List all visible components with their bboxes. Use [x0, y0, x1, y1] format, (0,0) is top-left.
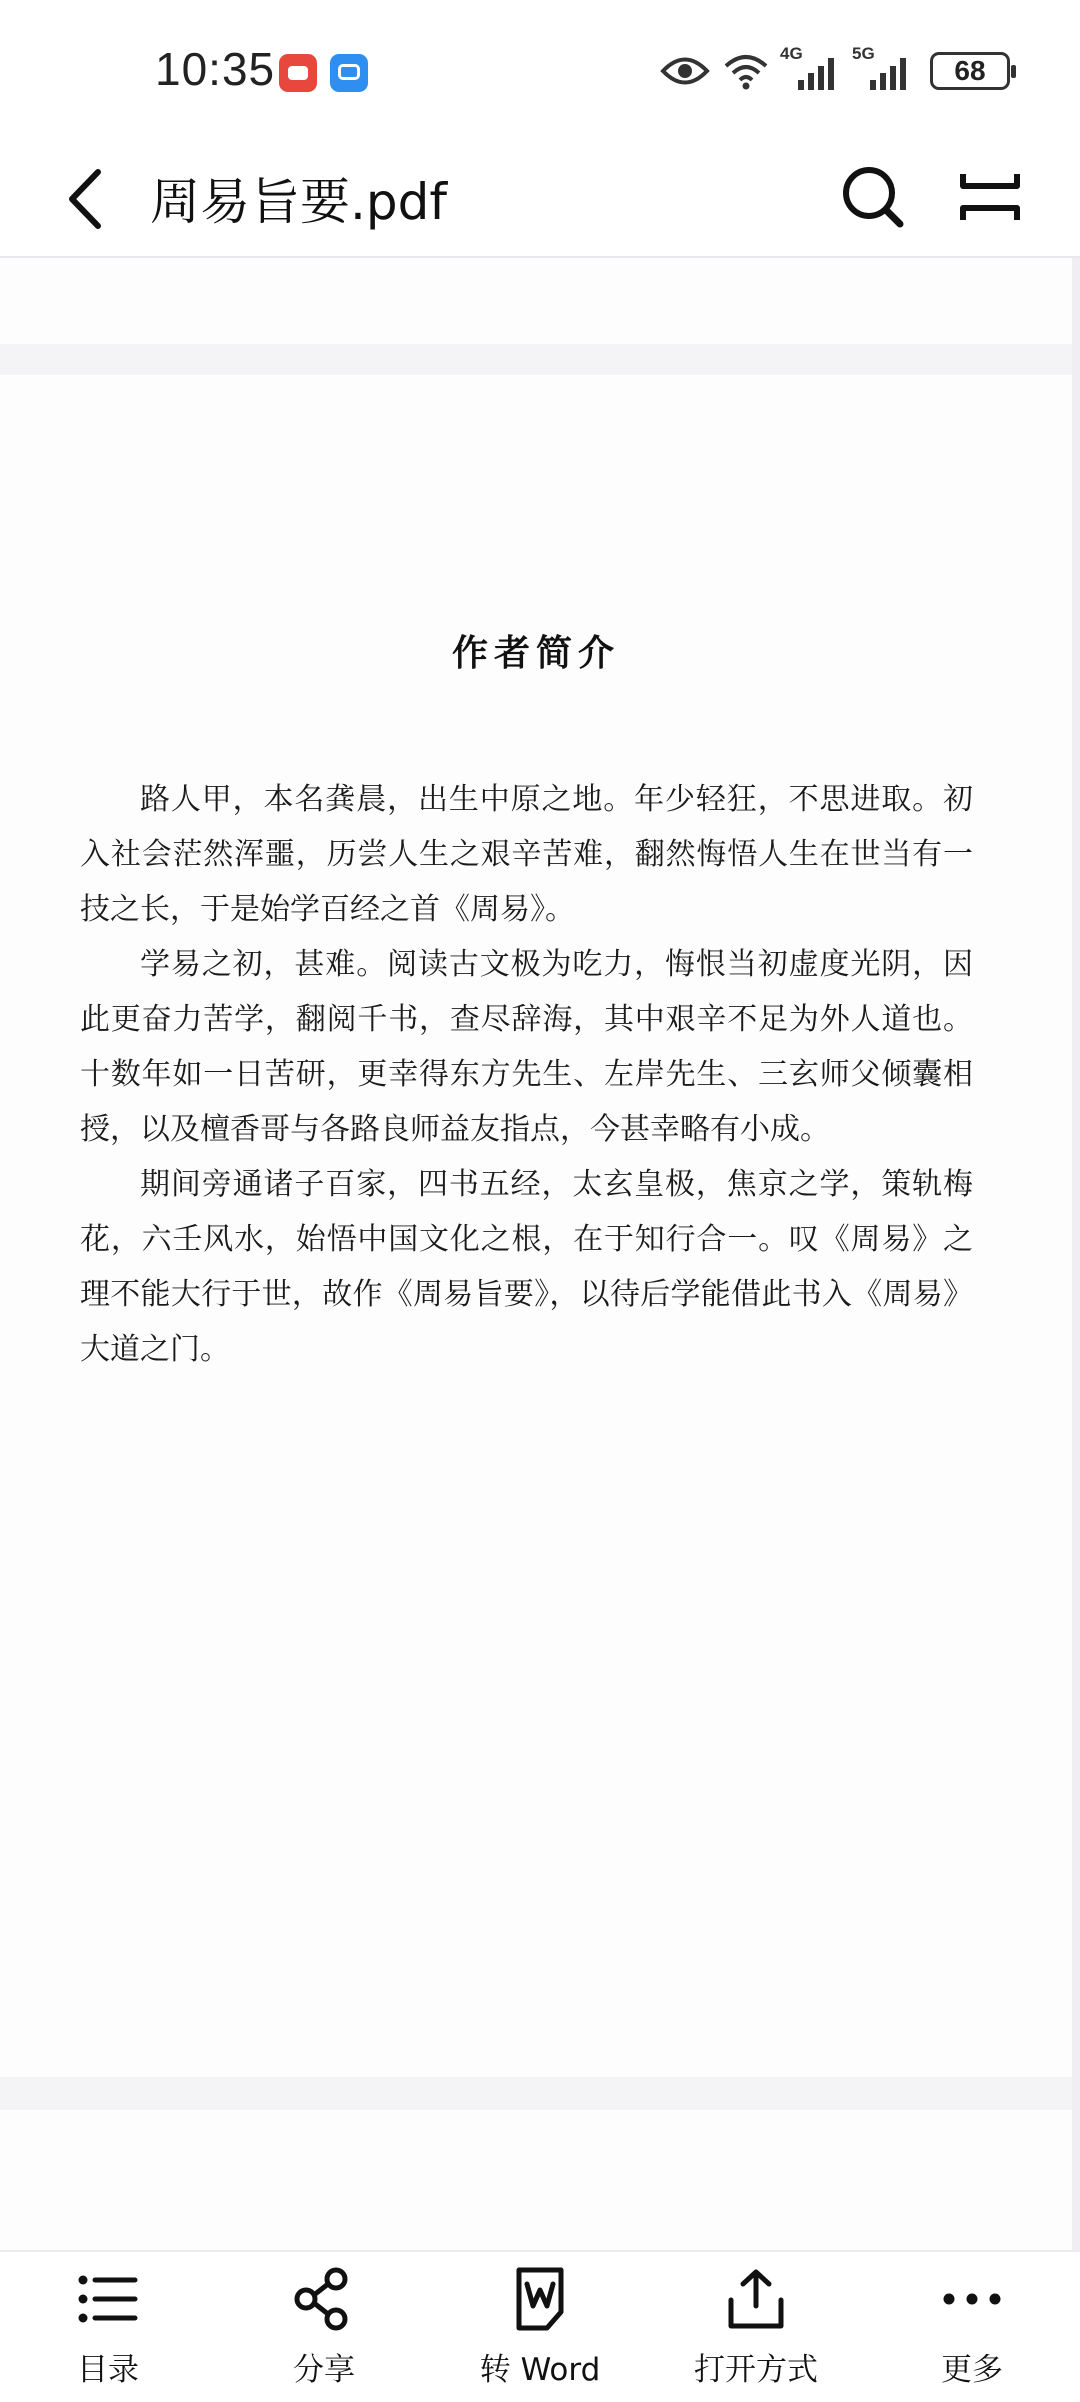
network-4g-label: 4G [780, 44, 803, 63]
share-icon [291, 2266, 357, 2332]
bottom-toolbar [0, 2250, 1080, 2402]
status-bar [0, 0, 1080, 140]
toolbar-contents-label: 目录 [77, 2352, 139, 2388]
toolbar-share-label: 分享 [293, 2352, 355, 2388]
paragraph-1: 路人甲，本名龚晨，出生中原之地。年少轻狂，不思进取。初入社会茫然浑噩，历尝人生之艰辛苦难，翻然悔悟人生在世当有一技之长，于是始学百经之首《周易》。 [80, 782, 973, 927]
previous-page[interactable] [0, 258, 1072, 344]
app-icon-red [279, 54, 317, 92]
toolbar-more-label: 更多 [941, 2352, 1003, 2388]
toolbar-contents-button[interactable] [0, 2252, 216, 2402]
page-body [80, 772, 973, 1377]
more-icon [939, 2266, 1005, 2332]
toolbar-share-button[interactable] [216, 2252, 432, 2402]
reading-mode-icon[interactable] [955, 162, 1025, 232]
scrollbar-track[interactable] [1072, 258, 1080, 2250]
eye-icon [660, 54, 710, 88]
next-page[interactable] [0, 2110, 1072, 2250]
toolbar-open-with-label: 打开方式 [694, 2352, 818, 2388]
page-heading: 作者简介 [451, 632, 620, 674]
toolbar-convert-word-button[interactable] [432, 2252, 648, 2402]
battery-icon: 68 [930, 52, 1010, 90]
wifi-icon [723, 52, 769, 90]
toolbar-more-button[interactable] [864, 2252, 1080, 2402]
toolbar-convert-word-label: 转 Word [479, 2352, 601, 2388]
paragraph-3: 期间旁通诸子百家，四书五经，太玄皇极，焦京之学，策轨梅花，六壬风水，始悟中国文化之根，在于知行合一。叹《周易》之理不能大行于世，故作《周易旨要》，以待后学能借此书入《周易》大道之门。 [80, 1167, 973, 1367]
search-icon[interactable] [838, 162, 908, 232]
toolbar-open-with-button[interactable] [648, 2252, 864, 2402]
status-time: 10:35 [155, 43, 276, 95]
signal-5g-icon [852, 44, 912, 92]
paragraph-2: 学易之初，甚难。阅读古文极为吃力，悔恨当初虚度光阴，因此更奋力苦学，翻阅千书，查尽辞海，其中艰辛不足为外人道也。十数年如一日苦研，更幸得东方先生、左岸先生、三玄师父倾囊相授，以及檀香哥与各路良师益友指点，今甚幸略有小成。 [80, 947, 973, 1147]
network-5g-label: 5G [852, 44, 875, 63]
back-icon[interactable] [62, 164, 112, 234]
pdf-page[interactable] [0, 375, 1072, 2077]
signal-4g-icon [780, 44, 840, 92]
document-title: 周易旨要.pdf [150, 173, 447, 231]
open-with-icon [723, 2266, 789, 2332]
app-icon-blue [330, 54, 368, 92]
list-icon [75, 2266, 141, 2332]
document-header [0, 140, 1080, 258]
status-indicators [660, 44, 1010, 98]
word-icon [507, 2266, 573, 2332]
